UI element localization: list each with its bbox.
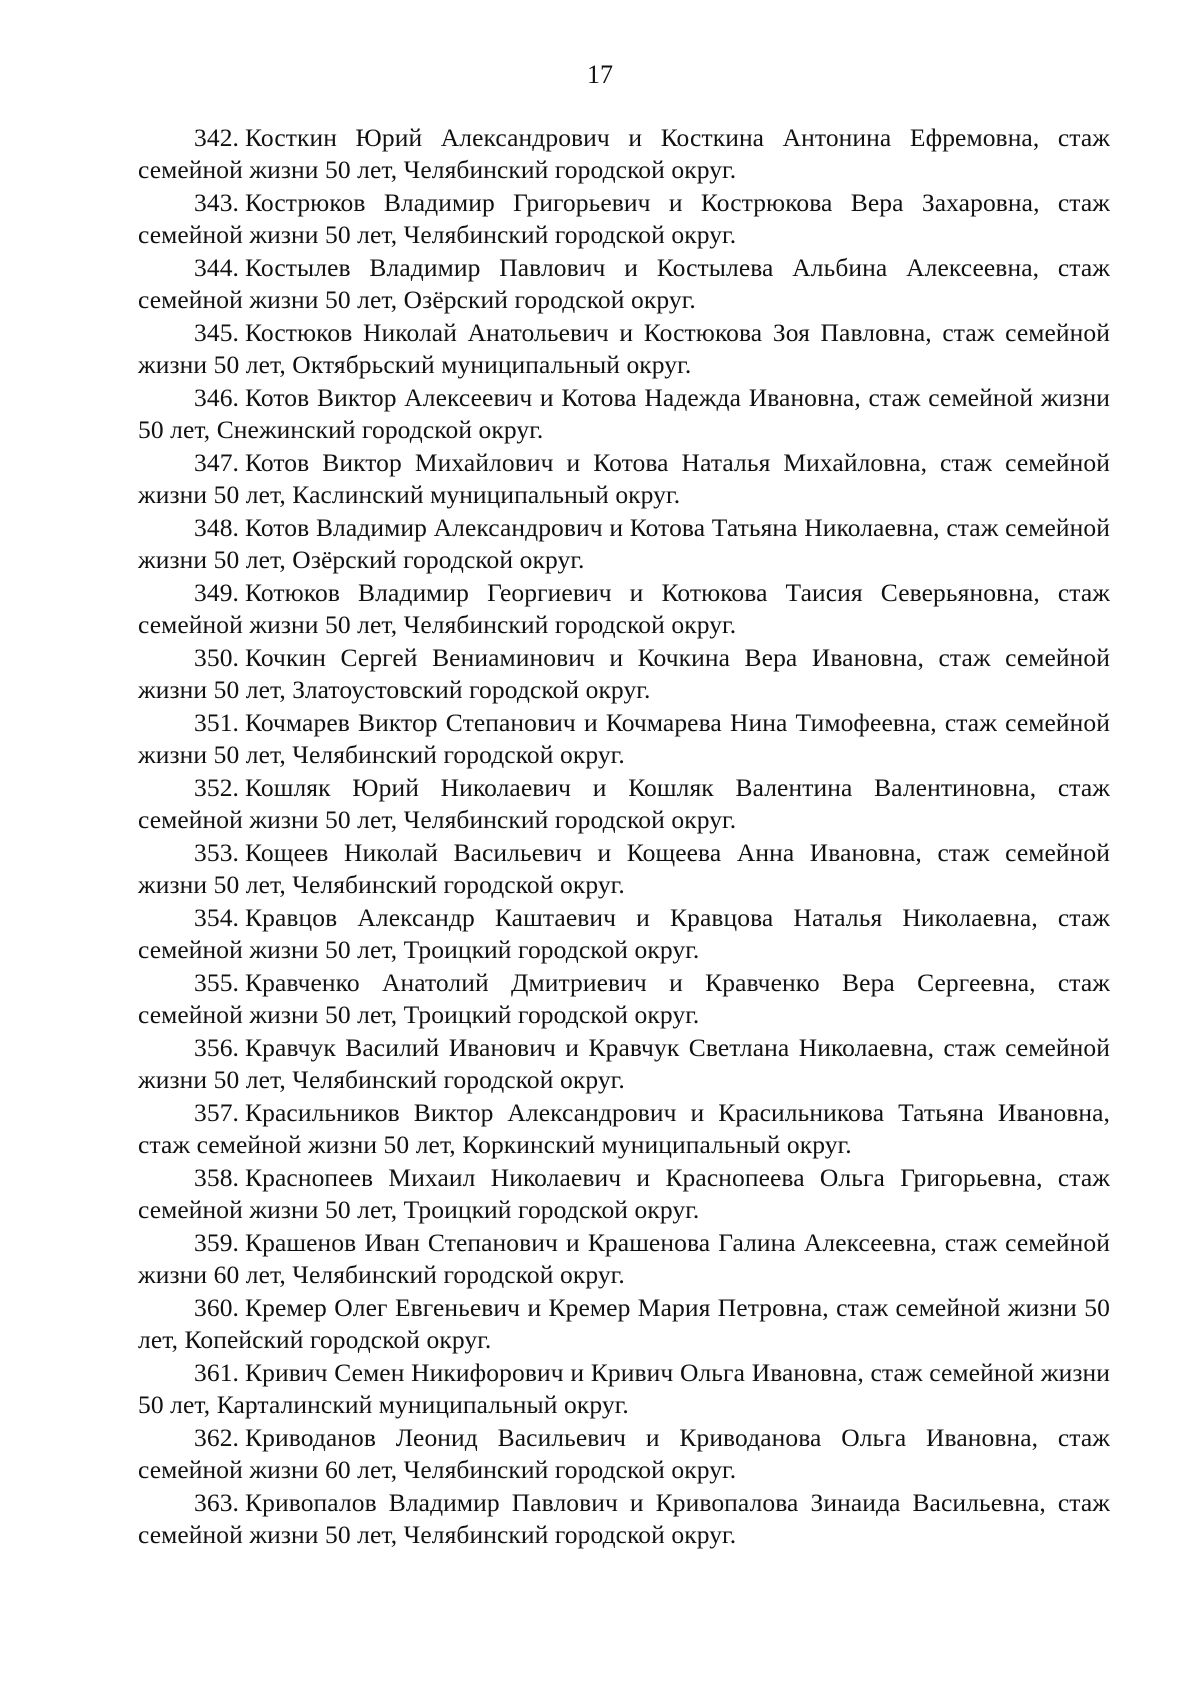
list-item <box>138 1227 1110 1291</box>
entry-text: Косткин Юрий Александрович и Косткина Антонина Ефремовна, стаж семейной жизни 50 лет, Челябинский городской округ. <box>138 123 1110 184</box>
entry-number: 347. <box>194 448 240 477</box>
entry-number: 343. <box>194 188 240 217</box>
list-item <box>138 1357 1110 1421</box>
entry-number: 353. <box>194 838 240 867</box>
list-item <box>138 772 1110 836</box>
entry-text: Кочмарев Виктор Степанович и Кочмарева Нина Тимофеевна, стаж семейной жизни 50 лет, Челябинский городской округ. <box>138 708 1110 769</box>
entry-number: 355. <box>194 968 240 997</box>
entry-number: 342. <box>194 123 240 152</box>
entry-number: 345. <box>194 318 240 347</box>
list-item <box>138 1032 1110 1096</box>
list-item <box>138 187 1110 251</box>
entry-text: Кошляк Юрий Николаевич и Кошляк Валентина Валентиновна, стаж семейной жизни 50 лет, Челябинский городской округ. <box>138 773 1110 834</box>
list-item <box>138 967 1110 1031</box>
entry-number: 362. <box>194 1423 240 1452</box>
entry-text: Кравцов Александр Каштаевич и Кравцова Наталья Николаевна, стаж семейной жизни 50 лет, Троицкий городской округ. <box>138 903 1110 964</box>
entry-text: Котов Виктор Алексеевич и Котова Надежда Ивановна, стаж семейной жизни 50 лет, Снежинский городской округ. <box>138 383 1110 444</box>
list-item <box>138 512 1110 576</box>
entry-number: 356. <box>194 1033 240 1062</box>
entry-number: 358. <box>194 1163 240 1192</box>
entry-text: Котов Владимир Александрович и Котова Татьяна Николаевна, стаж семейной жизни 50 лет, Озёрский городской округ. <box>138 513 1110 574</box>
entry-text: Кострюков Владимир Григорьевич и Кострюкова Вера Захаровна, стаж семейной жизни 50 лет, Челябинский городской округ. <box>138 188 1110 249</box>
list-item <box>138 1097 1110 1161</box>
entry-text: Костюков Николай Анатольевич и Костюкова Зоя Павловна, стаж семейной жизни 50 лет, Октябрьский муниципальный округ. <box>138 318 1110 379</box>
entry-text: Крашенов Иван Степанович и Крашенова Галина Алексеевна, стаж семейной жизни 60 лет, Челябинский городской округ. <box>138 1228 1110 1289</box>
entry-text: Кравчук Василий Иванович и Кравчук Светлана Николаевна, стаж семейной жизни 50 лет, Челябинский городской округ. <box>138 1033 1110 1094</box>
entry-number: 359. <box>194 1228 240 1257</box>
entry-text: Кочкин Сергей Вениаминович и Кочкина Вера Ивановна, стаж семейной жизни 50 лет, Златоустовский городской округ. <box>138 643 1110 704</box>
entry-number: 352. <box>194 773 240 802</box>
entry-number: 344. <box>194 253 240 282</box>
entry-number: 361. <box>194 1358 240 1387</box>
entry-text: Криводанов Леонид Васильевич и Криводанова Ольга Ивановна, стаж семейной жизни 60 лет, Челябинский городской округ. <box>138 1423 1110 1484</box>
list-item <box>138 382 1110 446</box>
list-item <box>138 902 1110 966</box>
entry-number: 349. <box>194 578 240 607</box>
entry-text: Кощеев Николай Васильевич и Кощеева Анна Ивановна, стаж семейной жизни 50 лет, Челябинский городской округ. <box>138 838 1110 899</box>
entry-list <box>138 122 1110 1552</box>
list-item <box>138 642 1110 706</box>
list-item <box>138 317 1110 381</box>
entry-number: 354. <box>194 903 240 932</box>
list-item <box>138 707 1110 771</box>
entry-text: Котов Виктор Михайлович и Котова Наталья Михайловна, стаж семейной жизни 50 лет, Каслинский муниципальный округ. <box>138 448 1110 509</box>
entry-number: 350. <box>194 643 240 672</box>
entry-text: Кривич Семен Никифорович и Кривич Ольга Ивановна, стаж семейной жизни 50 лет, Карталинский муниципальный округ. <box>138 1358 1110 1419</box>
list-item <box>138 1487 1110 1551</box>
page-number: 17 <box>587 60 613 89</box>
entry-number: 363. <box>194 1488 240 1517</box>
entry-number: 348. <box>194 513 240 542</box>
entry-number: 351. <box>194 708 240 737</box>
entry-text: Кравченко Анатолий Дмитриевич и Кравченко Вера Сергеевна, стаж семейной жизни 50 лет, Троицкий городской округ. <box>138 968 1110 1029</box>
entry-number: 346. <box>194 383 240 412</box>
list-item <box>138 252 1110 316</box>
entry-text: Краснопеев Михаил Николаевич и Краснопеева Ольга Григорьевна, стаж семейной жизни 50 лет, Троицкий городской округ. <box>138 1163 1110 1224</box>
list-item <box>138 1162 1110 1226</box>
list-item <box>138 122 1110 186</box>
entry-number: 357. <box>194 1098 240 1127</box>
entry-number: 360. <box>194 1293 240 1322</box>
list-item <box>138 1422 1110 1486</box>
entry-text: Котюков Владимир Георгиевич и Котюкова Таисия Северьяновна, стаж семейной жизни 50 лет, Челябинский городской округ. <box>138 578 1110 639</box>
list-item <box>138 577 1110 641</box>
entry-text: Кремер Олег Евгеньевич и Кремер Мария Петровна, стаж семейной жизни 50 лет, Копейский городской округ. <box>138 1293 1110 1354</box>
entry-text: Кривопалов Владимир Павлович и Кривопалова Зинаида Васильевна, стаж семейной жизни 50 лет, Челябинский городской округ. <box>138 1488 1110 1549</box>
list-item <box>138 447 1110 511</box>
entry-text: Костылев Владимир Павлович и Костылева Альбина Алексеевна, стаж семейной жизни 50 лет, Озёрский городской округ. <box>138 253 1110 314</box>
entry-text: Красильников Виктор Александрович и Красильникова Татьяна Ивановна, стаж семейной жизни 50 лет, Коркинский муниципальный округ. <box>138 1098 1110 1159</box>
list-item <box>138 1292 1110 1356</box>
list-item <box>138 837 1110 901</box>
